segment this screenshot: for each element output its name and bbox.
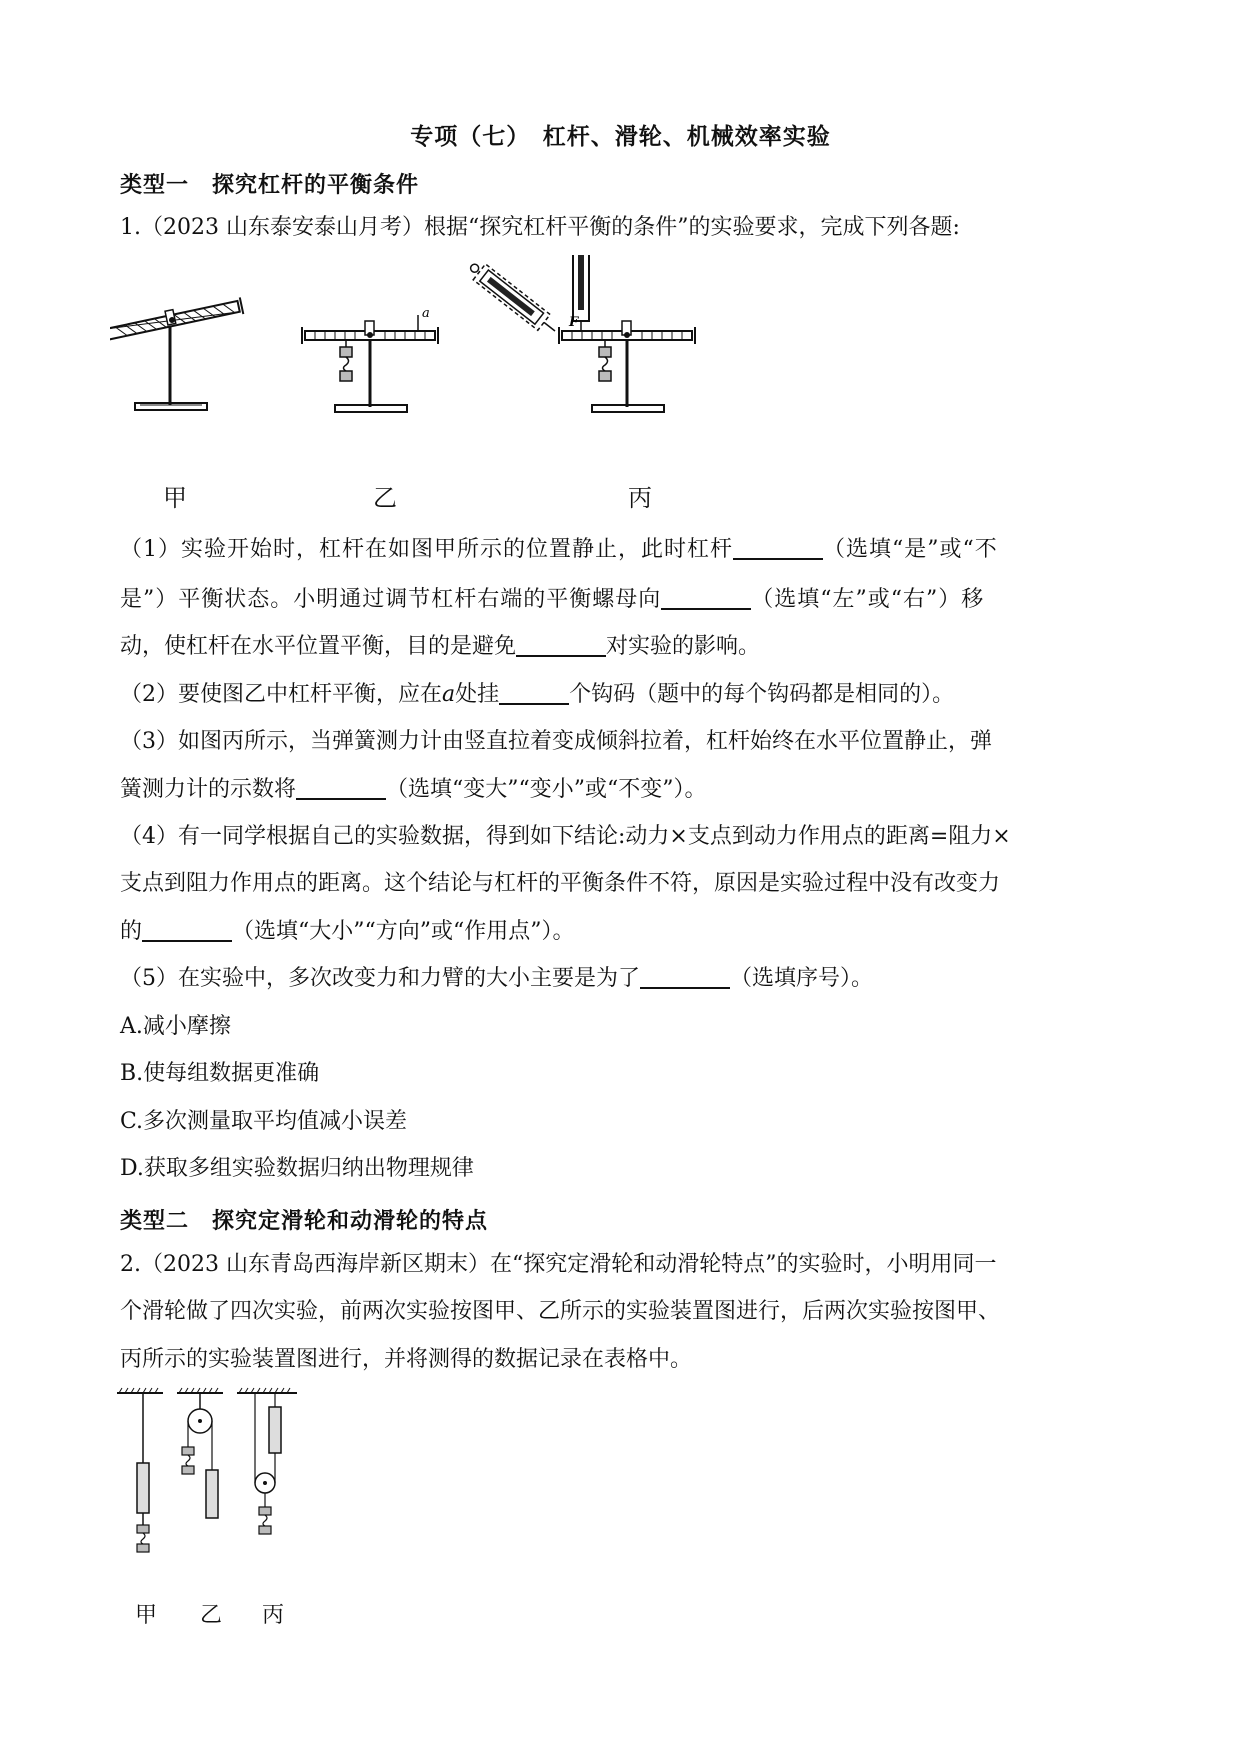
section-heading-2: 类型二 探究定滑轮和动滑轮的特点 [120, 1209, 489, 1234]
question-1-intro: 1.（2023 山东泰安泰山月考）根据“探究杠杆平衡的条件”的实验要求，完成下列各题: [120, 215, 960, 240]
pulley-label-yi: 乙 [200, 1603, 223, 1628]
answer-blank[interactable] [733, 536, 823, 560]
pulley-diagram-jia [137, 1393, 149, 1552]
pulley-label-bing: 丙 [262, 1603, 285, 1628]
q1-part3-line2: 簧测力计的示数将 （选填“变大”“变小”或“不变”）。 [120, 777, 707, 802]
option-a: A.减小摩擦 [120, 1014, 231, 1039]
fig-label-bing: 丙 [628, 484, 652, 512]
pulley-figures [115, 1385, 315, 1615]
q1-part1-line1: （1）实验开始时，杠杆在如图甲所示的位置静止，此时杠杆 （选填“是”或“不 [120, 537, 998, 562]
option-b: B.使每组数据更准确 [120, 1061, 320, 1086]
lever-diagram-bing [465, 255, 695, 412]
q1-part4-line2: 支点到阻力作用点的距离。这个结论与杠杆的平衡条件不符，原因是实验过程中没有改变力 [120, 871, 1001, 896]
answer-blank[interactable] [516, 633, 606, 657]
fig-label-yi: 乙 [373, 484, 397, 512]
q1-part4-line3: 的 （选填“大小”“方向”或“作用点”）。 [120, 919, 575, 944]
point-a-label: a [422, 306, 430, 321]
force-F-label: F [569, 315, 579, 330]
page-title: 专项（七） 杠杆、滑轮、机械效率实验 [410, 124, 831, 150]
fig-label-jia: 甲 [163, 484, 187, 512]
lever-figures [110, 255, 810, 505]
var-a: a [442, 682, 456, 707]
answer-blank[interactable] [640, 965, 730, 989]
q1-part2: （2）要使图乙中杠杆平衡，应在a处挂 个钩码（题中的每个钩码都是相同的）。 [120, 682, 955, 707]
q1-part1-line3: 动，使杠杆在水平位置平衡，目的是避免 对实验的影响。 [120, 634, 761, 659]
answer-blank[interactable] [142, 918, 232, 942]
q1-part4-line1: （4）有一同学根据自己的实验数据，得到如下结论:动力×支点到动力作用点的距离=阻力× [120, 824, 1011, 849]
question-2-line1: 2.（2023 山东青岛西海岸新区期末）在“探究定滑轮和动滑轮特点”的实验时，小明用同一 [120, 1252, 997, 1277]
lever-diagram-jia [110, 295, 243, 410]
pulley-diagram-bing [255, 1393, 281, 1534]
lever-diagram-yi [302, 306, 438, 412]
question-2-line3: 丙所示的实验装置图进行，并将测得的数据记录在表格中。 [120, 1347, 693, 1372]
ceiling-hatching [117, 1388, 297, 1393]
q1-part1-line2: 是”）平衡状态。小明通过调节杠杆右端的平衡螺母向 （选填“左”或“右”）移 [120, 587, 985, 612]
section-heading-1: 类型一 探究杠杆的平衡条件 [120, 173, 420, 198]
option-d: D.获取多组实验数据归纳出物理规律 [120, 1156, 474, 1181]
option-c: C.多次测量取平均值减小误差 [120, 1109, 408, 1134]
q1-part5: （5）在实验中，多次改变力和力臂的大小主要是为了 （选填序号）。 [120, 966, 874, 991]
answer-blank[interactable] [661, 586, 751, 610]
q1-part3-line1: （3）如图丙所示，当弹簧测力计由竖直拉着变成倾斜拉着，杠杆始终在水平位置静止，弹 [120, 729, 993, 754]
pulley-label-jia: 甲 [135, 1603, 158, 1628]
pulley-diagram-yi [182, 1393, 218, 1518]
question-2-line2: 个滑轮做了四次实验，前两次实验按图甲、乙所示的实验装置图进行，后两次实验按图甲、 [120, 1299, 1001, 1324]
answer-blank[interactable] [499, 681, 569, 705]
answer-blank[interactable] [296, 776, 386, 800]
